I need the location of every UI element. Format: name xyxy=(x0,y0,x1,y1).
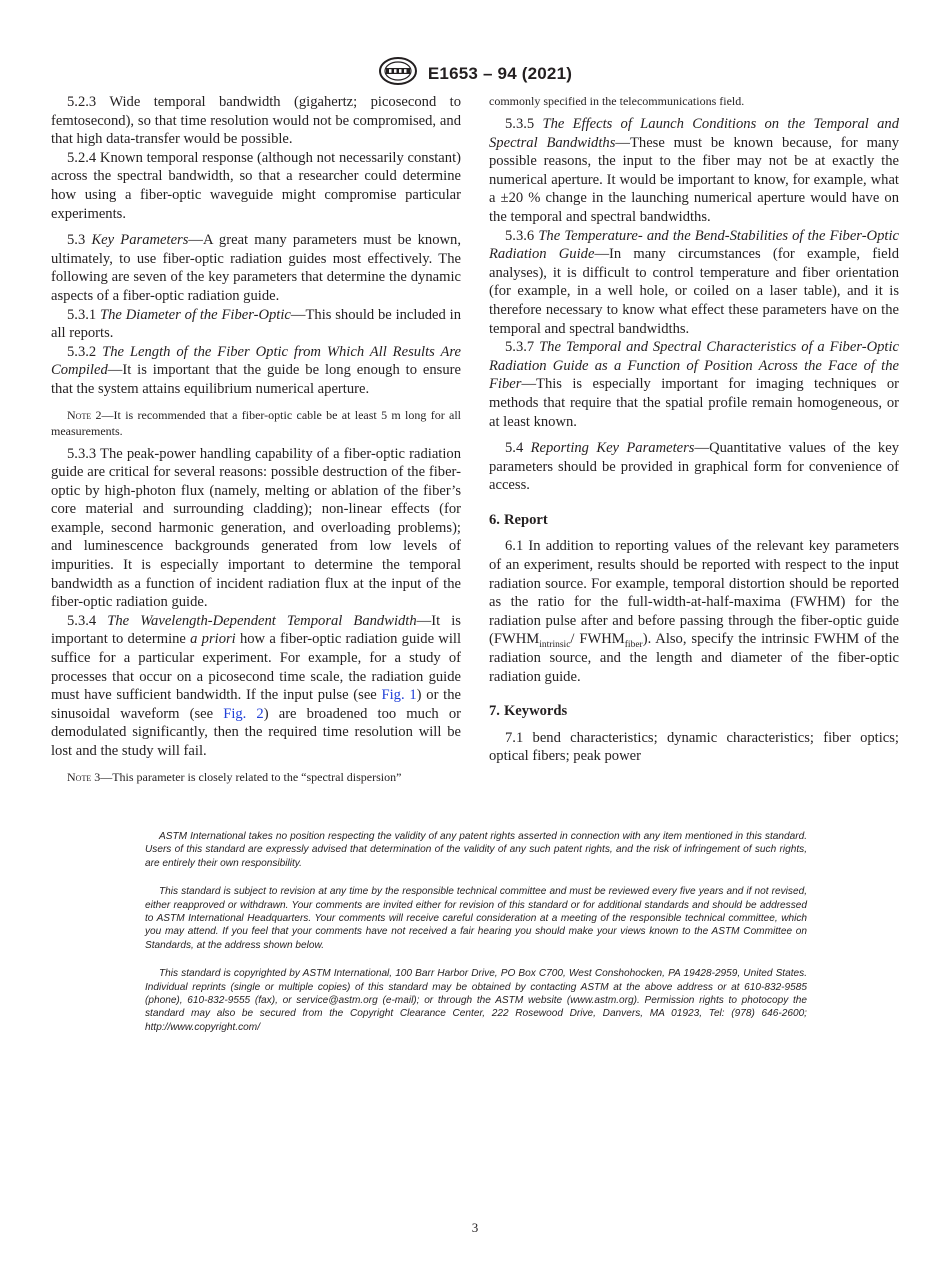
note-2: Note 2—It is recommended that a fiber-optic cable be at least 5 m long for all measurements. xyxy=(51,407,462,438)
note-3: Note 3—This parameter is closely related to the “spectral dispersion” xyxy=(67,769,402,784)
paragraph-5-3-6: 5.3.6 The Temperature- and the Bend-Stabilities of the Fiber-Optic Radiation Guide—In many circumstances (for example, field analyses), it is difficult to control temperature and fiber orientation (for example, in a well hole, or coiled on a laser table), and it is therefore necessary to know what effect these parameters have on the temporal and spectral bandwidths. xyxy=(489,227,899,337)
footer-revision-notice: This standard is subject to revision at any time by the responsible technical committee and must be reviewed every five years and if not revised, either reapproved or withdrawn. Your comments are invited either for revision of this standard or for additional standards and should be addressed to ASTM International Headquarters. Your comments will receive careful consideration at a meeting of the responsible technical committee, which you may attend. If you feel that your comments have not received a fair hearing you should make your views known to the ASTM Committee on Standards, at the address shown below. xyxy=(145,886,807,951)
page-header xyxy=(0,56,950,91)
paragraph-5-2-4: 5.2.4 Known temporal response (although not necessarily constant) across the spectral bandwidth, so that a researcher could determine how using a fiber-optic waveguide might compromise particular experiments. xyxy=(51,149,461,222)
paragraph-6-1: 6.1 In addition to reporting values of the relevant key parameters of an experiment, results should be reported with respect to the input radiation source. For example, temporal distortion should be reported as the ratio for the full-width-at-half-maxima (FWHM) for the radiation pulse after and before passing through the fiber-optic guide ($FWHM_{intrinsic}/$ $FWHM_{fiber}$). Also, specify the intrinsic FWHM of the radiation source, and the length and diameter of the fiber-optic radiation guide. xyxy=(489,538,899,685)
section-heading-report: 6. Report xyxy=(489,511,548,528)
paragraph-5-2-3: 5.2.3 Wide temporal bandwidth (gigahertz; picosecond to femtosecond), so that time resolution would not be compromised, and that high data-transfer would be possible. xyxy=(51,94,461,148)
astm-logo-icon xyxy=(378,56,418,91)
paragraph-5-3-4: 5.3.4 The Wavelength-Dependent Temporal Bandwidth—It is important to determine a priori how a fiber-optic radiation guide will suffice for a particular experiment. For example, for a study of processes that occur on a picosecond time scale, the radiation guide must have sufficient bandwidth. If the input pulse (see Fig. 1) or the sinusoidal waveform (see Fig. 2) are broadened too much or demodulated significantly, then the required time resolution will be lost and the study will fail. xyxy=(51,612,462,759)
figure-2-link[interactable]: Fig. 2 xyxy=(223,705,264,722)
footer-patent-notice: ASTM International takes no position respecting the validity of any patent rights asserted in connection with any item mentioned in this standard. Users of this standard are expressly advised that determination of the validity of any such patent rights, and the risk of infringement of such rights, are entirely their own responsibility. xyxy=(145,831,807,869)
section-heading-keywords: 7. Keywords xyxy=(489,703,568,720)
standard-designation: E1653 – 94 (2021) xyxy=(427,63,573,83)
paragraph-7-1: 7.1 bend characteristics; dynamic characteristics; fiber optics; optical fibers; peak power xyxy=(489,729,899,765)
page-number: 3 xyxy=(471,1220,479,1235)
figure-1-link[interactable]: Fig. 1 xyxy=(381,687,417,704)
paragraph-5-3-2: 5.3.2 The Length of the Fiber Optic from Which All Results Are Compiled—It is important that the guide be long enough to ensure that the system attains equilibrium numerical aperture. xyxy=(51,343,461,397)
paragraph-5-3-7: 5.3.7 The Temporal and Spectral Characteristics of a Fiber-Optic Radiation Guide as a Function of Position Across the Face of the Fiber—This is especially important for imaging techniques or methods that require that the spatial profile remain homogeneous, or at least known. xyxy=(489,339,899,430)
note-3-continued: commonly specified in the telecommunications field. xyxy=(489,94,745,108)
section-title: Key Parameters xyxy=(91,232,189,249)
left-column xyxy=(51,93,461,791)
paragraph-5-4: 5.4 Reporting Key Parameters—Quantitative values of the key parameters should be provided in graphical form for convenience of access. xyxy=(489,440,899,494)
paragraph-5-3-5: 5.3.5 The Effects of Launch Conditions on the Temporal and Spectral Bandwidths—These must be known because, for many possible reasons, the input to the fiber may not be at exactly the numerical aperture. It would be important to know, for example, what a ±20 % change in the launching numerical aperture would have on the temporal and spectral bandwidths. xyxy=(489,116,900,225)
paragraph-5-3: 5.3 Key Parameters—A great many parameters must be known, ultimately, to use fiber-optic radiation guides most effectively. The following are seven of the key parameters that determine the dynamic aspects of a fiber-optic radiation guide. xyxy=(51,232,461,304)
paragraph-5-3-3: 5.3.3 The peak-power handling capability of a fiber-optic radiation guide are critical for several reasons: possible destruction of the fiber-optic by high-photon flux (namely, melting or ablation of the fiber’s core material and surrounding cladding); non-linear effects (for example, second harmonic generation, and overloading problems); and luminescence backgrounds generated from low levels of impurities. It is especially important to determine the temporal bandwidth as a function of incident radiation flux at the input of the fiber-optic radiation guide. xyxy=(51,445,461,611)
paragraph-5-3-1: 5.3.1 The Diameter of the Fiber-Optic—This should be included in all reports. xyxy=(51,306,461,342)
footer-notice xyxy=(145,830,807,1049)
right-column xyxy=(489,93,899,766)
footer-copyright-notice: This standard is copyrighted by ASTM International, 100 Barr Harbor Drive, PO Box C700, West Conshohocken, PA 19428-2959, United States. Individual reprints (single or multiple copies) of this standard may be obtained by contacting ASTM at the above address or at 610-832-9585 (phone), 610-832-9555 (fax), or service@astm.org (e-mail); or through the ASTM website (www.astm.org). Permission rights to photocopy the standard may also be secured from the Copyright Clearance Center, 222 Rosewood Drive, Danvers, MA 01923, Tel: (978) 646-2600; http://www.copyright.com/ xyxy=(145,968,807,1033)
